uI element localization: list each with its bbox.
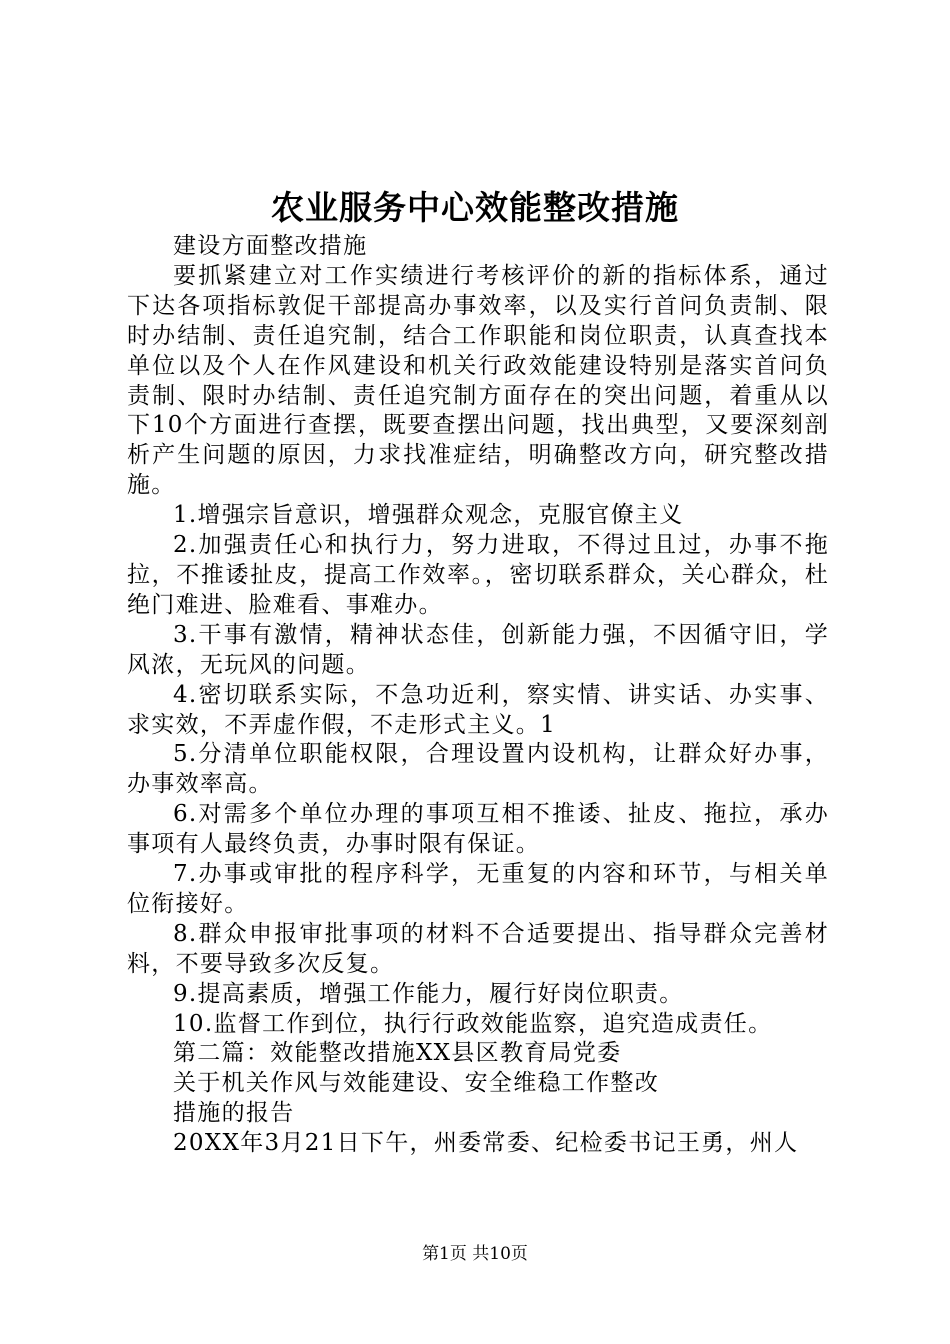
page-footer: 第1页 共10页 [422, 1244, 528, 1264]
paragraph-item-3: 3.干事有激情，精神状态佳，创新能力强，不因循守旧，学风浓，无玩风的问题。 [127, 621, 829, 678]
paragraph-item-2: 2.加强责任心和执行力，努力进取，不得过且过，办事不拖拉，不推诿扯皮，提高工作效率。，密切联系群众，关心群众，杜绝门难进、脸难看、事难办。 [127, 532, 829, 618]
paragraph-item-9: 9.提高素质，增强工作能力，履行好岗位职责。 [173, 980, 684, 1007]
paragraph-section-2-title: 第二篇：效能整改措施XX县区教育局党委 [173, 1040, 622, 1067]
paragraph-item-8: 8.群众申报审批事项的材料不合适要提出、指导群众完善材料，不要导致多次反复。 [127, 920, 829, 977]
paragraph-section-2-body: 20XX年3月21日下午，州委常委、纪检委书记王勇，州人 [173, 1130, 799, 1157]
paragraph-section-2-subtitle: 关于机关作风与效能建设、安全维稳工作整改 [173, 1070, 659, 1097]
paragraph-item-10: 10.监督工作到位，执行行政效能监察，追究造成责任。 [173, 1010, 773, 1037]
paragraph-item-7: 7.办事或审批的程序科学，无重复的内容和环节，与相关单位衔接好。 [127, 861, 829, 917]
paragraph-intro: 要抓紧建立对工作实绩进行考核评价的新的指标体系，通过下达各项指标敦促干部提高办事效率，以及实行首问负责制、限时办结制、责任追究制，结合工作职能和岗位职责，认真查找本单位以及个人在作风建设和机关行政效能建设特别是落实首问负责制、限时办结制、责任追究制方面存在的突出问题，着重从以下10个方面进行查摆，既要查摆出问题，找出典型，又要深刻剖析产生问题的原因，力求找准症结，明确整改方向，研究整改措施。 [127, 262, 829, 499]
paragraph-item-4: 4.密切联系实际，不急功近利，察实情、讲实话、办实事、求实效，不弄虚作假，不走形式主义。1 [127, 681, 829, 738]
paragraph-item-1: 1.增强宗旨意识，增强群众观念，克服官僚主义 [173, 502, 684, 529]
document-body [127, 232, 829, 1159]
paragraph-item-6: 6.对需多个单位办理的事项互相不推诿、扯皮、拖拉，承办事项有人最终负责，办事时限有保证。 [127, 801, 829, 858]
document-title: 农业服务中心效能整改措施 [271, 188, 679, 227]
paragraph-heading: 建设方面整改措施 [173, 233, 368, 259]
paragraph-item-5: 5.分清单位职能权限，合理设置内设机构，让群众好办事，办事效率高。 [127, 741, 829, 798]
paragraph-section-2-subtitle-cont: 措施的报告 [173, 1100, 295, 1127]
